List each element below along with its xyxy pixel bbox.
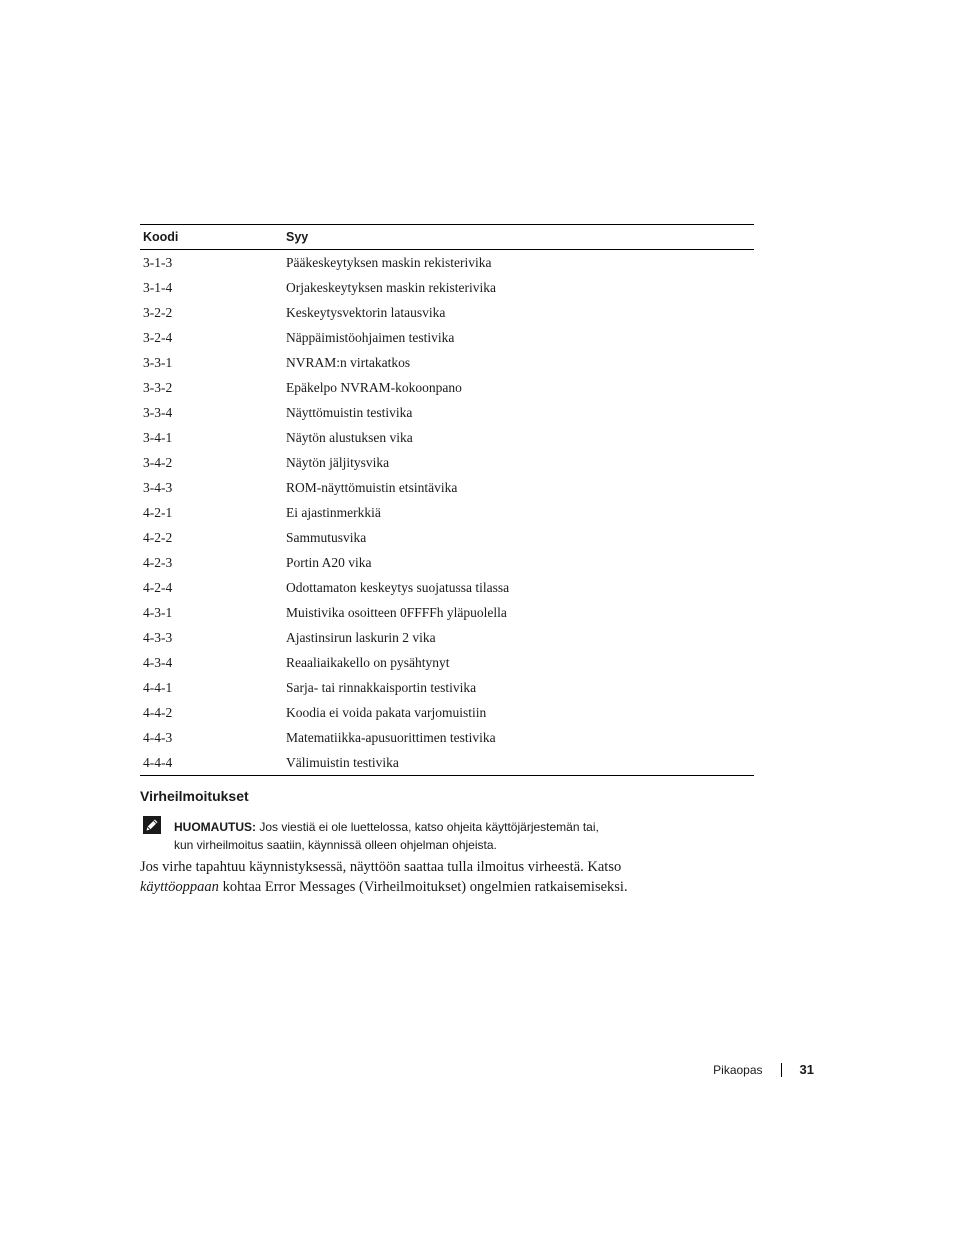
table-row [140,575,754,600]
table-row [140,400,754,425]
code-cell: 3-4-1 [143,429,173,445]
code-cell: 4-3-1 [143,604,173,620]
table-row [140,600,754,625]
body-text-italic: käyttöoppaan [140,879,219,895]
table-row [140,475,754,500]
table-row [140,450,754,475]
table-row [140,550,754,575]
code-cell: 4-4-2 [143,704,173,720]
table-row [140,275,754,300]
table-row [140,725,754,750]
page-number: 31 [799,1062,814,1077]
code-cell: 4-2-2 [143,529,173,545]
cause-cell: Näytön alustuksen vika [286,429,413,445]
cause-cell: ROM-näyttömuistin etsintävika [286,479,458,495]
table-row [140,325,754,350]
table-row [140,650,754,675]
beep-code-table [140,224,754,776]
cause-cell: Näppäimistöohjaimen testivika [286,329,455,345]
cause-cell: Ajastinsirun laskurin 2 vika [286,629,436,645]
code-cell: 4-4-3 [143,729,173,745]
note-text-1: Jos viestiä ei ole luettelossa, katso ohjeita käyttöjärjestemän tai, [259,820,599,834]
table-row [140,425,754,450]
cause-cell: Portin A20 vika [286,554,372,570]
column-header-code: Koodi [140,225,283,250]
cause-cell: Ei ajastinmerkkiä [286,504,381,520]
page-footer [713,1062,814,1077]
table-row [140,750,754,776]
table-row [140,300,754,325]
body-text-1: Jos virhe tapahtuu käynnistyksessä, näyttöön saattaa tulla ilmoitus virheestä. Katso [140,859,622,875]
table-row [140,675,754,700]
code-cell: 3-4-3 [143,479,173,495]
code-cell: 3-3-2 [143,379,173,395]
cause-cell: Reaaliaikakello on pysähtynyt [286,654,450,670]
note-pencil-icon [143,816,161,834]
cause-cell: NVRAM:n virtakatkos [286,354,411,370]
code-cell: 4-4-1 [143,679,173,695]
cause-cell: Koodia ei voida pakata varjomuistiin [286,704,487,720]
code-cell: 4-3-3 [143,629,173,645]
code-cell: 3-1-3 [143,254,173,270]
column-header-cause: Syy [283,225,754,250]
cause-cell: Orjakeskeytyksen maskin rekisterivika [286,279,496,295]
code-cell: 4-4-4 [140,750,283,776]
table-row [140,250,754,276]
cause-cell: Epäkelpo NVRAM-kokoonpano [286,379,462,395]
table-row [140,375,754,400]
cause-cell: Pääkeskeytyksen maskin rekisterivika [286,254,492,270]
footer-title: Pikaopas [713,1062,763,1077]
code-cell: 3-4-2 [143,454,173,470]
cause-cell: Matematiikka-apusuorittimen testivika [286,729,496,745]
body-text-2: kohtaa Error Messages (Virheilmoitukset) ongelmien ratkaisemiseksi. [222,879,628,895]
code-cell: 3-3-4 [143,404,173,420]
code-cell: 3-3-1 [143,354,173,370]
code-cell: 3-2-4 [143,329,173,345]
footer-divider [781,1063,782,1077]
table-body [140,250,754,776]
cause-cell: Näyttömuistin testivika [286,404,413,420]
cause-cell: Sammutusvika [286,529,367,545]
cause-cell: Näytön jäljitysvika [286,454,390,470]
code-cell: 4-2-3 [143,554,173,570]
table-row [140,625,754,650]
note-line-1 [174,818,694,836]
cause-cell: Muistivika osoitteen 0FFFFh yläpuolella [286,604,507,620]
cause-cell: Sarja- tai rinnakkaisportin testivika [286,679,477,695]
table-row [140,500,754,525]
cause-cell: Välimuistin testivika [283,750,754,776]
section-title: Virheilmoitukset [140,788,249,804]
table-row [140,525,754,550]
note-block [174,818,694,854]
code-cell: 3-2-2 [143,304,173,320]
table-row [140,350,754,375]
body-paragraph [140,857,740,897]
table-header-row [140,225,754,250]
cause-cell: Odottamaton keskeytys suojatussa tilassa [286,579,510,595]
cause-cell: Keskeytysvektorin latausvika [286,304,446,320]
code-cell: 4-2-4 [143,579,173,595]
code-cell: 4-3-4 [143,654,173,670]
note-label: HUOMAUTUS: [174,820,256,834]
code-cell: 3-1-4 [143,279,173,295]
code-cell: 4-2-1 [143,504,173,520]
note-text-2: kun virheilmoitus saatiin, käynnissä olleen ohjelman ohjeista. [174,838,497,852]
table-row [140,700,754,725]
